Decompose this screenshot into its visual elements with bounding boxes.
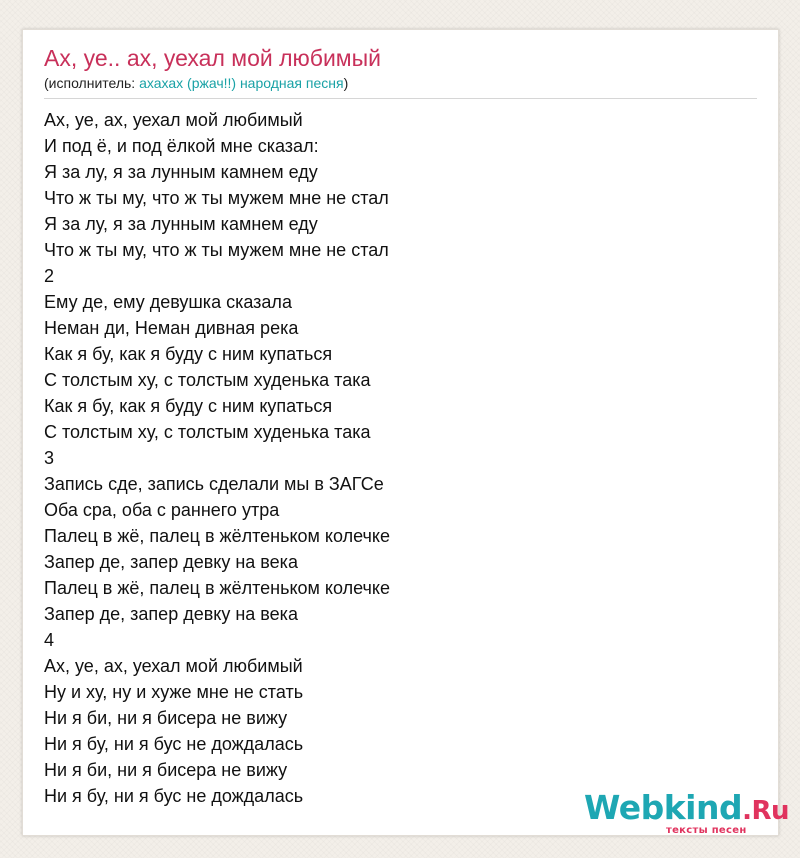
lyrics-text [44,107,390,809]
artist-suffix: ) [343,75,349,91]
lyric-line: 3 [44,448,55,468]
lyric-line: Ну и ху, ну и хуже мне не стать [44,682,304,702]
lyric-line: Запер де, запер девку на века [44,604,298,624]
lyric-line: С толстым ху, с толстым худенька така [44,422,371,442]
logo-suffix-text: .Ru [742,796,790,826]
lyric-line: Палец в жё, палец в жёлтеньком колечке [44,526,390,546]
lyric-line: Я за лу, я за лунным камнем еду [44,214,318,234]
artist-link[interactable]: ахахах (ржач!!) народная песня [139,75,344,91]
lyric-line: Ни я би, ни я бисера не вижу [44,708,288,728]
lyric-line: Что ж ты му, что ж ты мужем мне не стал [44,240,389,260]
lyric-line: Я за лу, я за лунным камнем еду [44,162,318,182]
lyric-line: Палец в жё, палец в жёлтеньком колечке [44,578,390,598]
lyric-line: 2 [44,266,55,286]
lyric-line: Ни я би, ни я бисера не вижу [44,760,288,780]
lyrics-card [22,29,790,836]
lyric-line: Запись сде, запись сделали мы в ЗАГСе [44,474,384,494]
lyric-line: И под ё, и под ёлкой мне сказал: [44,136,319,156]
song-title: Ах, уе.. ах, уехал мой любимый [44,45,381,71]
lyric-line: Ему де, ему девушка сказала [44,292,292,312]
lyric-line: Как я бу, как я буду с ним купаться [44,396,333,416]
webkind-logo[interactable] [584,788,790,838]
lyric-line: Ах, уе, ах, уехал мой любимый [44,110,303,130]
lyric-line: Оба сра, оба с раннего утра [44,500,280,520]
logo-main-text: Webkind [584,788,743,827]
lyric-line: Ни я бу, ни я бус не дождалась [44,786,304,806]
lyric-line: Неман ди, Неман дивная река [44,318,299,338]
lyric-line: 4 [44,630,55,650]
lyric-line: Как я бу, как я буду с ним купаться [44,344,333,364]
lyric-line: Ни я бу, ни я бус не дождалась [44,734,304,754]
lyric-line: Ах, уе, ах, уехал мой любимый [44,656,303,676]
lyric-line: Что ж ты му, что ж ты мужем мне не стал [44,188,389,208]
artist-line [44,74,348,92]
divider [44,98,757,99]
artist-prefix: (исполнитель: [44,75,140,91]
logo-tagline: тексты песен [666,825,747,836]
lyric-line: Запер де, запер девку на века [44,552,298,572]
lyric-line: С толстым ху, с толстым худенька така [44,370,371,390]
